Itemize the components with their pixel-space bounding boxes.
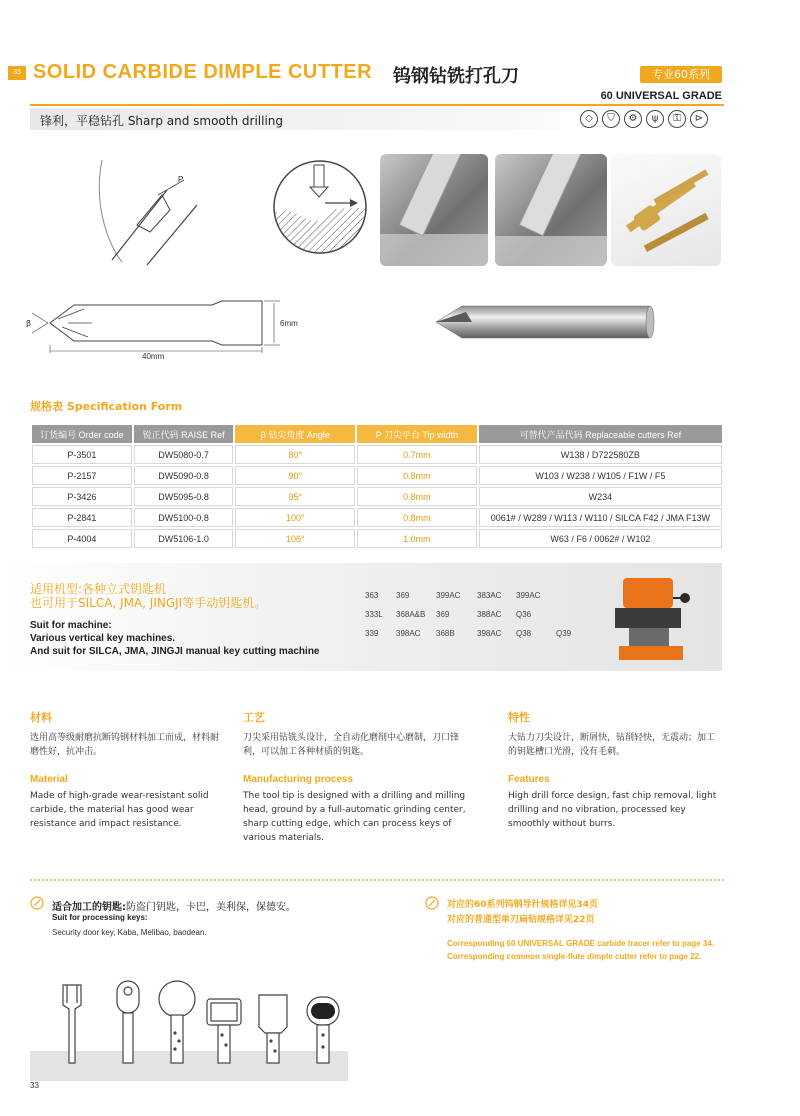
- page-number: 33: [30, 1081, 39, 1090]
- cell-order-code: P-3501: [32, 445, 132, 464]
- material-text-cn: 选用高等级耐磨抗断钨钢材料加工而成，材料耐磨性好，抗冲击。: [30, 733, 220, 757]
- features-heading-en: Features: [508, 774, 550, 785]
- grade-badge: 专业60系列: [640, 66, 722, 83]
- grade-text: 60 UNIVERSAL GRADE: [600, 90, 722, 102]
- header-replaceable: 可替代产品代码 Replaceable cutters Ref: [479, 425, 722, 443]
- key-machine-image: [605, 568, 697, 668]
- product-photo-2: [495, 154, 607, 266]
- table-row: [32, 487, 722, 506]
- header-tip-width: P 刀尖平台 Tip width: [357, 425, 477, 443]
- cell-replaceable: W234: [479, 487, 722, 506]
- suit-en-line3: And suit for SILCA, JMA, JINGJI manual key cutting machine: [30, 646, 320, 657]
- cell-raise-ref: DW5095-0.8: [134, 487, 234, 506]
- process-text-en: The tool tip is designed with a drilling and milling head, ground by a full-automatic grinding center, sharp cutting edge, which can process keys of various materials.: [243, 791, 466, 843]
- model: Q36: [516, 610, 532, 619]
- machine-models: [365, 591, 596, 638]
- label-beta: β: [26, 319, 32, 328]
- model: 369: [396, 591, 410, 600]
- cell-tip-width: 0.8mm: [357, 466, 477, 485]
- table-row: [32, 445, 722, 464]
- model: Q39: [556, 629, 572, 638]
- material-text-en: Made of high-grade wear-resistant solid carbide, the material has good wear resistance and impact resistance.: [30, 791, 209, 829]
- key-info-icon: [30, 896, 44, 910]
- suit-cn-line1: 适用机型:各种立式钥匙机: [30, 582, 167, 596]
- label-diameter: 6mm: [280, 319, 298, 328]
- material-heading-en: Material: [30, 774, 68, 785]
- drill-icon: ⊳: [690, 110, 708, 128]
- model: [556, 610, 596, 619]
- shield-icon: ⛉: [602, 110, 620, 128]
- cell-angle: 100°: [235, 508, 355, 527]
- subtitle: 锋利，平稳钻孔 Sharp and smooth drilling: [40, 114, 284, 128]
- model: 398AC: [396, 629, 421, 638]
- diamond-icon: ◇: [580, 110, 598, 128]
- header-order-code: 订货编号 Order code: [32, 425, 132, 443]
- model: Q38: [516, 629, 532, 638]
- cell-raise-ref: DW5090-0.8: [134, 466, 234, 485]
- table-row: [32, 529, 722, 548]
- reference-en-line2: Corresponding common single-flute dimple cutter refer to page 22.: [447, 952, 702, 961]
- title-en: SOLID CARBIDE DIMPLE CUTTER: [33, 61, 373, 83]
- cell-tip-width: 0.7mm: [357, 445, 477, 464]
- model: 369: [436, 610, 450, 619]
- header-rule: [30, 104, 724, 106]
- features-heading-cn: 特性: [508, 711, 530, 724]
- process-column: [243, 711, 473, 845]
- cell-tip-width: 0.8mm: [357, 508, 477, 527]
- keys-photo: [611, 154, 721, 266]
- spec-header-row: [32, 425, 722, 443]
- cutter-render: [432, 300, 657, 342]
- page-badge: 33: [8, 66, 26, 80]
- keys-title-cn: 适合加工的钥匙:: [52, 902, 126, 913]
- model: 388AC: [477, 610, 502, 619]
- cell-angle: 95°: [235, 487, 355, 506]
- cell-order-code: P-3426: [32, 487, 132, 506]
- cell-replaceable: W138 / D722580ZB: [479, 445, 722, 464]
- cell-order-code: P-4004: [32, 529, 132, 548]
- feature-icons: [580, 110, 708, 128]
- cell-replaceable: W63 / F6 / 0062# / W102: [479, 529, 722, 548]
- process-text-cn: 刀尖采用钻铣头设计，全自动化磨削中心磨制，刀口锋利，可以加工各种材质的钥匙。: [243, 733, 460, 757]
- spec-table: [30, 423, 724, 550]
- keys-title: [52, 898, 296, 913]
- features-text-en: High drill force design, fast chip removal, light drilling and no vibration, processed key smoothly without burrs.: [508, 791, 717, 829]
- reference-en-line1: Corresponding 60 UNIVERSAL GRADE carbide tracer refer to page 34.: [447, 939, 715, 948]
- suit-machine-cn: [30, 582, 266, 610]
- model: 368A&B: [396, 610, 426, 619]
- cutting-circle-diagram: [270, 155, 370, 260]
- keys-line-drawings: [55, 975, 345, 1070]
- key-icon: ⚿: [668, 110, 686, 128]
- keys-title-en: Suit for processing keys:: [52, 913, 148, 922]
- model: 368B: [436, 629, 455, 638]
- header-angle: β 钻尖角度 Angle: [235, 425, 355, 443]
- keys-list-en: Security door key, Kaba, Melibao, baodean.: [52, 928, 207, 937]
- side-view-drawing: [22, 295, 312, 360]
- process-heading-cn: 工艺: [243, 711, 265, 724]
- title-cn: 钨钢钻铣打孔刀: [393, 66, 519, 87]
- cell-angle: 80°: [235, 445, 355, 464]
- model: 398AC: [477, 629, 502, 638]
- table-row: [32, 508, 722, 527]
- cell-replaceable: W103 / W238 / W105 / F1W / F5: [479, 466, 722, 485]
- model: 399AC: [436, 591, 461, 600]
- features-column: [508, 711, 723, 831]
- features-text-cn: 大钻力刀尖设计，断屑快，钻削轻快，无震动；加工的钥匙槽口光滑，没有毛刺。: [508, 733, 716, 757]
- cell-angle: 90°: [235, 466, 355, 485]
- cell-replaceable: 0061# / W289 / W113 / W110 / SILCA F42 / JMA F13W: [479, 508, 722, 527]
- material-heading-cn: 材料: [30, 711, 52, 724]
- suit-cn-line2: 也可用于SILCA, JMA, JINGJI等手动钥匙机。: [30, 596, 267, 610]
- tip-detail-drawing: [92, 150, 202, 270]
- cell-order-code: P-2157: [32, 466, 132, 485]
- model: 339: [365, 629, 379, 638]
- model: 333L: [365, 610, 383, 619]
- reference-en: [447, 937, 714, 963]
- gear-icon: ⚙: [624, 110, 642, 128]
- header-raise-ref: 锐正代码 RAISE Ref: [134, 425, 234, 443]
- table-row: [32, 466, 722, 485]
- cell-raise-ref: DW5100-0.8: [134, 508, 234, 527]
- label-p: P: [178, 175, 184, 184]
- section-divider: [30, 879, 724, 881]
- reference-cn: [447, 898, 598, 928]
- keys-title-cn-rest: 防盗门钥匙，卡巴，美利保，保德安。: [126, 902, 296, 913]
- process-heading-en: Manufacturing process: [243, 774, 354, 785]
- model: 399AC: [516, 591, 541, 600]
- suit-en-line1: Suit for machine:: [30, 620, 112, 631]
- cell-raise-ref: DW5080-0.7: [134, 445, 234, 464]
- cell-order-code: P-2841: [32, 508, 132, 527]
- reference-cn-line2: 对应的普通型单刃扁钻规格详见22页: [447, 915, 595, 925]
- reference-icon: [425, 896, 439, 910]
- cell-raise-ref: DW5106-1.0: [134, 529, 234, 548]
- cell-tip-width: 0.8mm: [357, 487, 477, 506]
- model: [556, 591, 596, 600]
- spec-title: 规格表 Specification Form: [30, 400, 183, 413]
- product-photo-1: [380, 154, 488, 266]
- model: 383AC: [477, 591, 502, 600]
- suit-machine-en: [30, 619, 320, 658]
- cell-angle: 106°: [235, 529, 355, 548]
- material-column: [30, 711, 220, 831]
- model: 363: [365, 591, 379, 600]
- suit-en-line2: Various vertical key machines.: [30, 633, 176, 644]
- cell-tip-width: 1.0mm: [357, 529, 477, 548]
- cactus-icon: ψ: [646, 110, 664, 128]
- label-length: 40mm: [142, 352, 165, 360]
- reference-cn-line1: 对应的60系列钨钢导针规格详见34页: [447, 900, 599, 910]
